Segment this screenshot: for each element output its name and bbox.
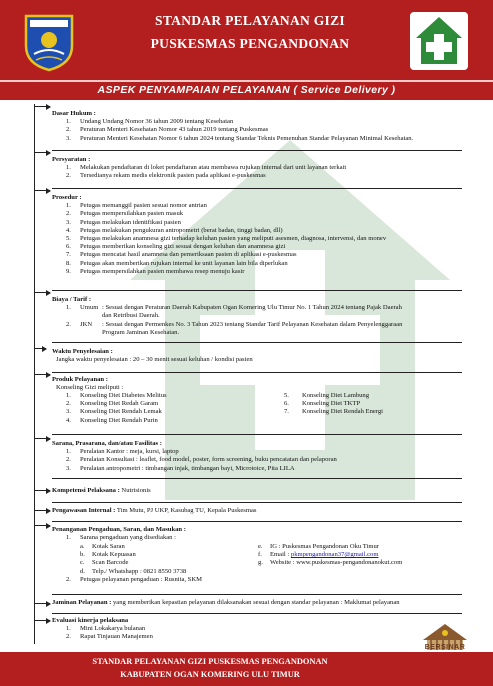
list-item: 2. Petugas mempersilahkan pasien masuk xyxy=(66,210,184,218)
list-item: 1. Konseling Diet Diabetes Melitus xyxy=(66,392,167,399)
divider xyxy=(52,478,462,479)
list-item: 2. Peralatan Konsultasi : leaflet, food model, poster, form screening, buku pencatatan dan pelaporan xyxy=(66,456,337,464)
list-item: 2. Peraturan Menteri Kesehatan Nomor 43 tahun 2019 tentang Puskesmas xyxy=(66,126,269,134)
persyaratan-title: Persyaratan : xyxy=(52,156,91,163)
biaya-title: Biaya / Tarif : xyxy=(52,296,92,303)
waktu-title: Waktu Penyelesaian : xyxy=(52,348,113,355)
footer-banner xyxy=(0,652,493,686)
section-kompetensi: Kompetensi Pelaksana : Nutrisionis xyxy=(52,487,151,494)
list-item: 5. Petugas melakukan anamnesa gizi terhadap keluhan pasien yang meliputi asesmen, diagnosa, intervensi, dan monev xyxy=(66,235,387,243)
timeline-arrow xyxy=(34,190,50,191)
divider xyxy=(52,188,462,189)
section-sarana xyxy=(52,440,337,473)
timeline-arrow xyxy=(34,348,46,349)
list-item: 1. Petugas memanggil pasien sesuai nomor antrian xyxy=(66,202,207,210)
biaya-jkn-cont: Program Jaminan Kesehatan. xyxy=(102,328,180,336)
divider xyxy=(52,434,462,435)
pengaduan-right-list: e. IG : Puskesmas Pengandonan Oku Timur f. Email : pkmpengandonan37@gmail.com g. Website : www.puskesmas-pengandonanokut.com xyxy=(258,543,403,567)
band-title: ASPEK PENYAMPAIAN PELAYANAN ( Service Delivery ) xyxy=(97,84,396,96)
list-item: 3. Konseling Diet Rendah Lemak xyxy=(66,408,162,416)
timeline-arrow xyxy=(34,438,50,439)
section-waktu xyxy=(52,348,253,364)
divider xyxy=(52,150,462,151)
list-item: 1. Undang Undang Nomor 36 tahun 2009 tentang Kesehatan xyxy=(66,118,234,126)
header-banner xyxy=(0,0,493,80)
section-persyaratan xyxy=(52,156,346,181)
list-item: 1. Peralatan Kantor : meja, kursi, laptop xyxy=(66,448,179,456)
timeline-arrow xyxy=(34,490,50,491)
puskesmas-logo-icon xyxy=(410,12,468,70)
produk-title: Produk Pelayanan : xyxy=(52,376,108,383)
list-item: 1. Melakukan pendaftaran di loket pendaftaran atau membawa rujukan internal dari unit layanan terkait xyxy=(66,164,347,172)
list-item: 7. Petugas mencatat hasil anamnesa dan pemeriksaan pasien di aplikasi e-puskesmas xyxy=(66,251,297,259)
divider xyxy=(52,372,462,373)
divider xyxy=(52,290,462,291)
divider xyxy=(52,521,462,522)
section-biaya xyxy=(52,296,402,337)
footer-line1: STANDAR PELAYANAN GIZI PUSKESMAS PENGANDONAN xyxy=(92,657,328,666)
pengaduan-left-list: a. Kotak Saran b. Kotak Kepuasan c. Scan Barcode d. Telp./ Whatshapp : 0821 8550 3738 xyxy=(80,543,187,575)
produk-right-list xyxy=(284,392,383,417)
produk-left-list xyxy=(52,392,167,425)
list-item: 4. Konseling Diet Rendah Purin xyxy=(66,416,158,424)
list-item: 3. Petugas melakukan identifikasi pasien xyxy=(66,218,181,226)
list-item: 1. Sarana pengaduan yang disediakan : xyxy=(66,534,176,542)
list-item: 2. Rapat Tinjauan Manajemen xyxy=(66,633,153,641)
timeline-arrow xyxy=(34,525,50,526)
list-item: 2. Tersedianya rekam medis elektronik pasien pada aplikasi e-puskesmas xyxy=(66,172,266,180)
list-item: 4. Petugas melakukan pengukuran antropometri (berat badan, tinggi badan, dll) xyxy=(66,226,283,234)
section-band xyxy=(0,80,493,100)
produk-sub: Konseling Gizi meliputi : xyxy=(56,384,124,392)
divider xyxy=(52,594,462,595)
pengaduan-title: Penanganan Pengaduan, Saran, dan Masukan : xyxy=(52,526,186,533)
divider xyxy=(52,502,462,503)
biaya-jkn: 2. JKN : Sesuai dengan Permenkes No. 3 Tahun 2023 tentang Standar Tarif Pelayanan Kesehatan dalam Penyelenggaraan xyxy=(66,320,403,328)
divider xyxy=(52,613,462,614)
list-item: 9. Petugas mempersilahkan pasien membawa resep menuju kasir xyxy=(66,267,245,275)
timeline-arrow xyxy=(34,292,50,293)
header-title-line1: STANDAR PELAYANAN GIZI xyxy=(155,13,345,28)
section-prosedur xyxy=(52,194,386,276)
section-produk xyxy=(52,376,123,392)
list-item: 8. Petugas akan memberikan rujukan internal ke unit layanan lain bila diperlukan xyxy=(66,259,288,267)
section-dasar-hukum xyxy=(52,110,413,143)
email-link[interactable]: pkmpengandonan37@gmail.com xyxy=(290,551,379,559)
timeline-arrow xyxy=(34,106,50,107)
biaya-umum: 1. Umum : Sesuai dengan Peraturan Daerah Kabupaten Ogan Komering Ulu Timur No. 1 Tahun 2024 tentang Pajak Daerah xyxy=(66,304,402,312)
section-pengawasan: Pengawasan Internal : Tim Mutu, PJ UKP, Kasubag TU, Kepala Puskesmas xyxy=(52,507,257,514)
waktu-text: Jangka waktu penyelesaian : 20 – 30 menit sesuai keluhan / kondisi pasien xyxy=(56,356,253,364)
timeline-arrow xyxy=(34,374,50,375)
list-item: 6. Petugas memberikan konseling gizi sesuai dengan keluhan dan anamnesa gizi xyxy=(66,243,286,251)
divider xyxy=(52,342,462,343)
pengaduan-item2: 2. Petugas pelayanan pengaduan : Rusnita, SKM xyxy=(66,576,202,583)
list-item: 2. Konseling Diet Redah Garam xyxy=(66,400,159,408)
timeline-arrow xyxy=(34,510,50,511)
list-item: 7. Konseling Diet Rendah Energi xyxy=(284,408,384,416)
timeline-arrow xyxy=(34,152,50,153)
list-item: 3. Peraturan Menteri Kesehatan Nomor 6 tahun 2024 tentang Standar Teknis Pemenuhan Standar Pelayanan Minimal Kesehatan. xyxy=(66,134,414,142)
sarana-title: Sarana, Prasarana, dan/atau Fasilitas : xyxy=(52,440,162,447)
section-evaluasi xyxy=(52,617,153,642)
evaluasi-title: Evaluasi kinerja pelaksana xyxy=(52,617,129,624)
regency-emblem-icon xyxy=(22,12,76,72)
list-item: 6. Konseling Diet TKTP xyxy=(284,400,361,408)
dasar-hukum-title: Dasar Hukum : xyxy=(52,110,96,117)
timeline-arrow xyxy=(34,620,50,621)
list-item: 3. Peralatan antropometri : timbangan injak, timbangan bayi, Microtoice, Pita LILA xyxy=(66,464,295,472)
bersinar-label: BERSINAR xyxy=(424,644,466,651)
section-pengaduan xyxy=(52,526,186,542)
prosedur-title: Prosedur : xyxy=(52,194,82,201)
footer-line2: KABUPATEN OGAN KOMERING ULU TIMUR xyxy=(120,670,300,679)
list-item: 5. Konseling Diet Lambung xyxy=(284,392,370,399)
header-title-line2: PUSKESMAS PENGANDONAN xyxy=(150,36,350,51)
biaya-umum-cont: dan Retribusi Daerah. xyxy=(102,312,160,320)
list-item: 1. Mini Lokakarya bulanan xyxy=(66,625,146,633)
timeline-arrow xyxy=(34,603,50,604)
section-jaminan: Jaminan Pelayanan : yang memberikan kepastian pelayanan dilaksanakan sesuai dengan standar pelayanan : Maklumat pelayanan xyxy=(52,599,400,606)
